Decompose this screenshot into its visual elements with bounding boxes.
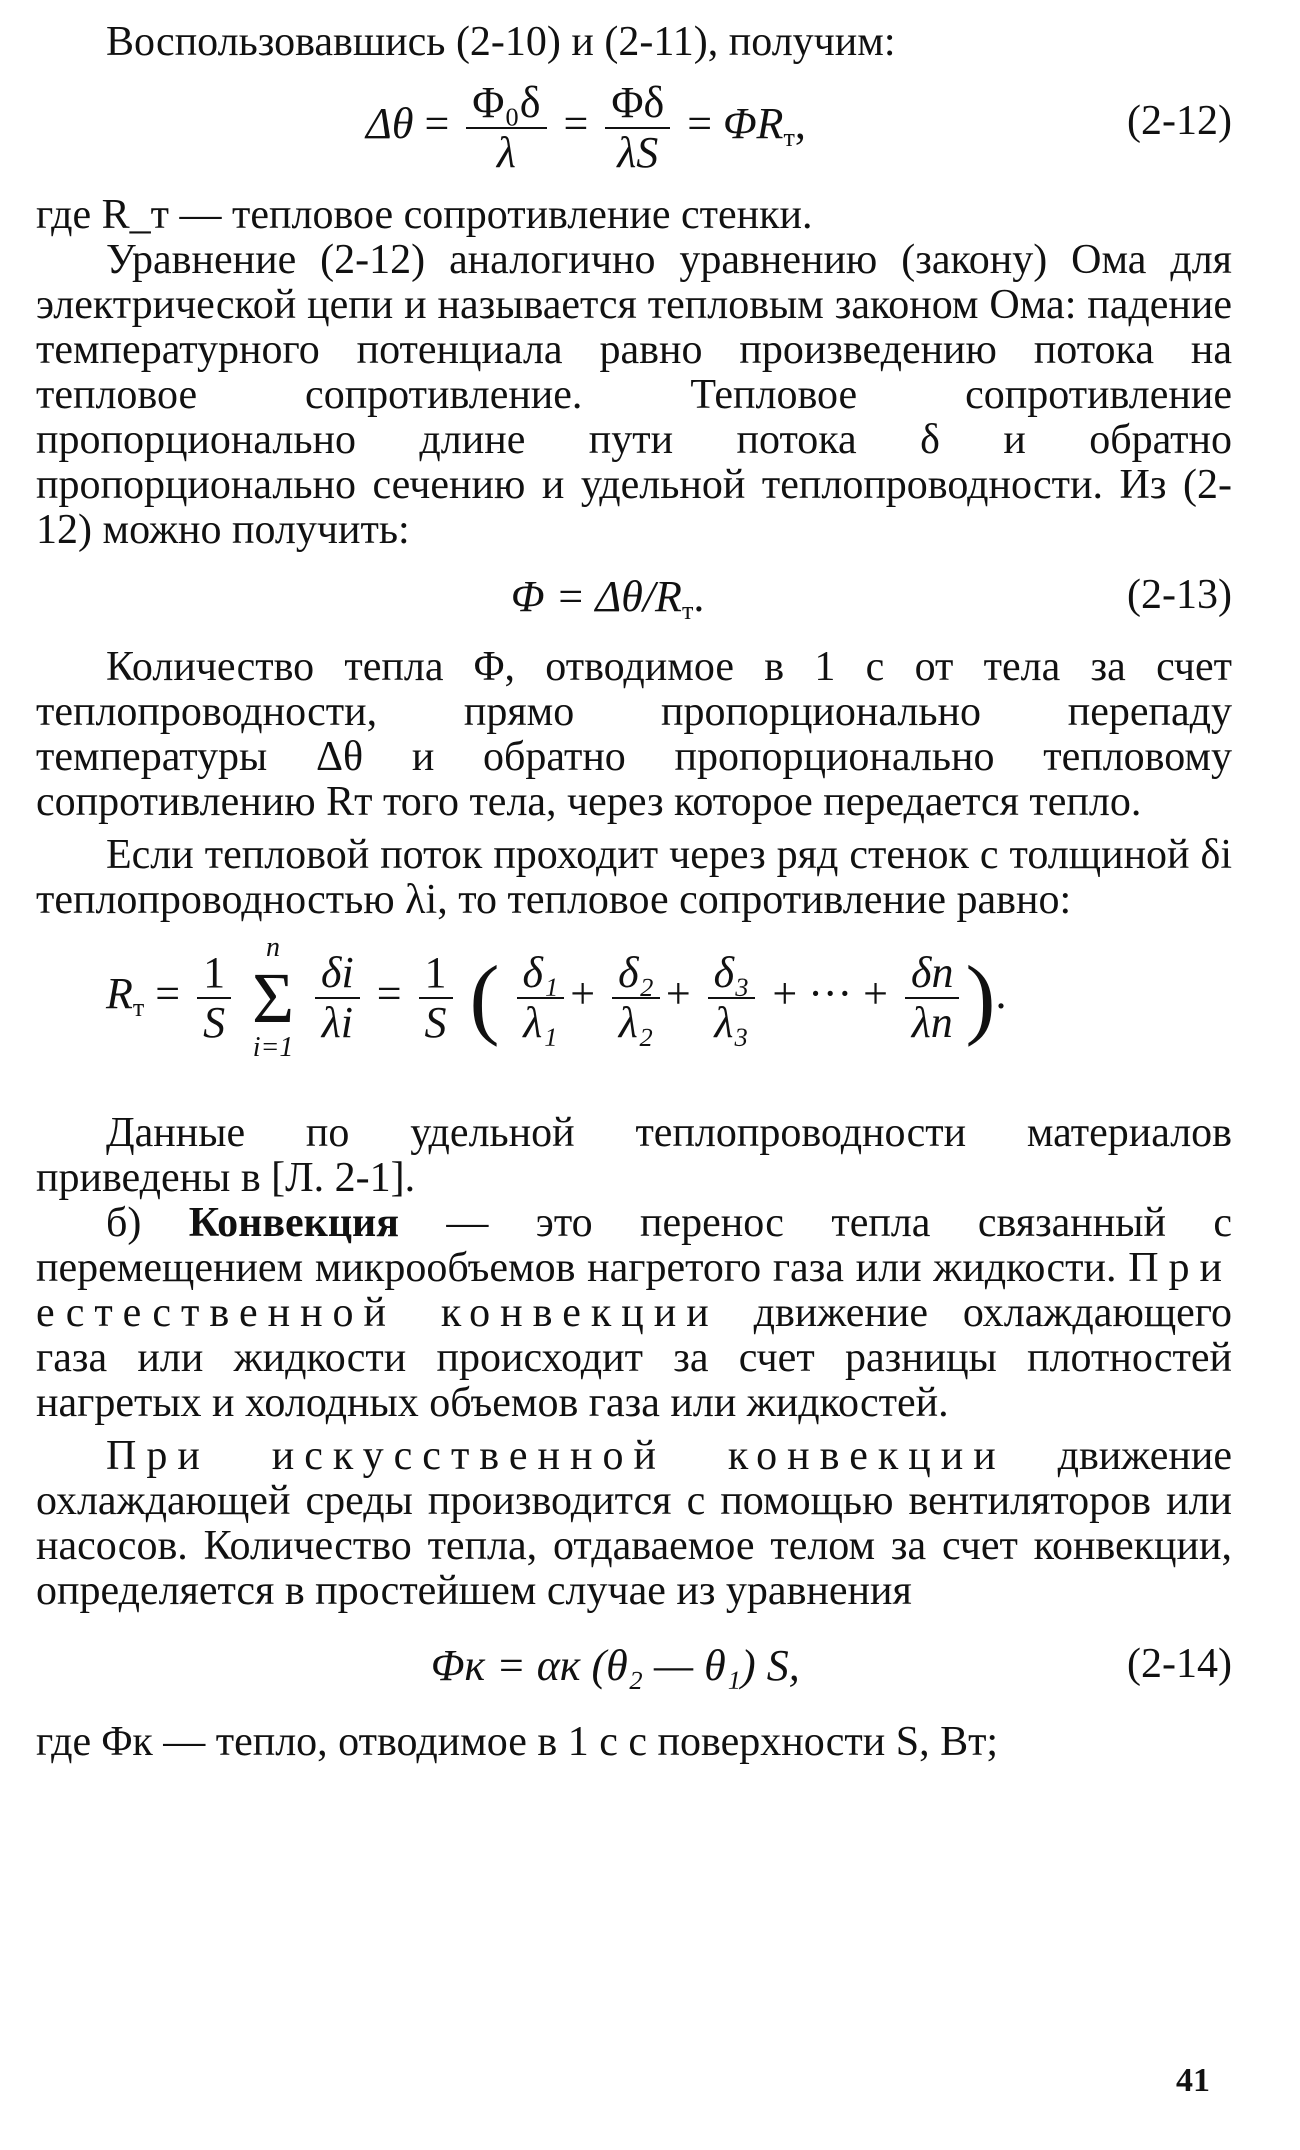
- sum-prefactor-2: [419, 949, 453, 1047]
- paragraph-ohm-law: Уравнение (2-12) аналогично уравнению (закону) Ома для электрической цепи и называется тепловым законом Ома: падение температурного потенциала равно произведению потока на тепловое сопротивление. Тепловое сопротивление пропорционально длине пути потока δ и обратно пропорционально сечению и удельной теплопроводности. Из (2-12) можно получить:: [36, 237, 1232, 553]
- term-n-num: δn: [905, 949, 959, 999]
- sum-prefactor-2-one: 1: [419, 949, 453, 999]
- paragraph-series-walls: Если тепловой поток проходит через ряд стенок с толщиной δi теплопроводностью λi, то тепловое сопротивление равно:: [36, 832, 1232, 923]
- intro-text: Воспользовавшись (2-10) и (2-11), получим:: [106, 19, 896, 65]
- fraction-2-numerator: Φδ: [605, 79, 670, 129]
- page-number: 41: [1176, 2062, 1210, 2099]
- equation-label-2-14: (2-14): [1127, 1641, 1232, 1687]
- sum-term-num: δi: [315, 949, 360, 999]
- eq-2-13-sub: т: [681, 596, 694, 625]
- forced-convection-text: движение охлаждающей среды производится с помощью вентиляторов или насосов. Количество тепла, отдаваемое телом за счет конвекции, определяется в простейшем случае из уравнения: [36, 1433, 1232, 1614]
- where-rt-text: где R_т — тепловое сопротивление стенки.: [36, 192, 813, 238]
- sum-prefactor-s: S: [203, 998, 226, 1047]
- convection-prefix: б): [106, 1200, 189, 1246]
- term-1-num: δ₁: [517, 949, 565, 999]
- fraction-2-denominator: λS: [617, 128, 659, 177]
- paragraph-convection: [36, 1201, 1232, 1426]
- sigma-sum: [252, 933, 294, 1063]
- eq-rhs-sub: т: [783, 123, 795, 153]
- sum-tail: .: [995, 969, 1007, 1019]
- eq-sign-2: =: [563, 99, 589, 149]
- right-paren: ): [965, 948, 996, 1048]
- fraction-2: [605, 79, 670, 177]
- sum-dots: + ··· +: [772, 969, 888, 1019]
- convection-definition: — это перенос тепла связанный с перемещением микрообъемов нагретого газа или жидкости.: [36, 1200, 1232, 1291]
- eq-2-13-body: Φ = Δθ/R: [511, 572, 682, 621]
- term-1-den: λ₁: [523, 998, 558, 1047]
- sum-lhs: R: [106, 969, 133, 1019]
- eq-tail: ,: [794, 99, 806, 149]
- term-3: [708, 949, 756, 1047]
- sum-lhs-sub: т: [132, 993, 145, 1023]
- term-2-num: δ₂: [612, 949, 660, 999]
- eq-sign-3: =: [687, 99, 713, 149]
- term-3-den: λ₃: [714, 998, 749, 1047]
- equation-2-13: [36, 571, 1232, 645]
- eq-delta-theta: Δθ: [366, 99, 414, 149]
- sum-upper-limit: n: [266, 932, 281, 963]
- forced-convection-term: При искусственной конвекции: [106, 1433, 1006, 1479]
- eq-rhs: ΦR: [723, 99, 784, 149]
- term-2: [612, 949, 660, 1047]
- fraction-1: [466, 79, 546, 177]
- equation-label-2-12: (2-12): [1127, 98, 1232, 144]
- sum-lower-limit: i=1: [252, 1032, 294, 1063]
- sigma-icon: Σ: [252, 958, 294, 1038]
- left-paren: (: [469, 948, 500, 1048]
- term-n-den: λn: [911, 998, 953, 1047]
- term-2-den: λ₂: [618, 998, 654, 1047]
- equation-2-12: [36, 73, 1232, 183]
- term-1: [517, 949, 565, 1047]
- equation-2-14: [36, 1640, 1232, 1720]
- sum-prefactor-2-s: S: [424, 998, 447, 1047]
- paragraph-forced-convection: [36, 1434, 1232, 1614]
- sum-eq-sign: =: [155, 969, 181, 1019]
- sum-term: [315, 949, 360, 1047]
- equation-label-2-13: (2-13): [1127, 572, 1232, 618]
- eq-sign: =: [424, 99, 450, 149]
- eq-2-14-body: Φк = αк (θ₂ — θ₁) S,: [431, 1641, 800, 1690]
- fraction-1-numerator: Φ₀δ: [466, 79, 546, 129]
- paragraph-heat-quantity: Количество тепла Φ, отводимое в 1 с от тела за счет теплопроводности, прямо пропорционально перепаду температуры Δθ и обратно пропорционально тепловому сопротивлению Rт того тела, через которое передается тепло.: [36, 644, 1232, 825]
- equation-thermal-resistance-sum: $R_т$ = $\frac{1}{S}$ n Σ i=1 $\frac{\delta i}{\lambda i}$ = $\frac{1}{S}$ ( $\frac{\text{δ₁}}{\text{λ₁}}$ + $\frac{\text{δ₂}}{\text{λ₂}}$ + $\frac{\text{δ₃}}{\text{λ₃}}$ + ··· + $\frac{\delta n}{\lambda n}$ ).: [106, 932, 1007, 1063]
- fraction-1-denominator: λ: [496, 128, 516, 177]
- document-page: [36, 20, 1232, 2130]
- paragraph-data-reference: Данные по удельной теплопроводности материалов приведены в [Л. 2-1].: [36, 1110, 1232, 1201]
- natural-convection-text: движение охлаждающего газа или жидкости происходит за счет разницы плотностей нагретых и холодных объемов газа или жидкостей.: [36, 1290, 1232, 1426]
- where-phik-text: где Φк — тепло, отводимое в 1 с с поверхности S, Вт;: [36, 1719, 999, 1765]
- sum-eq-sign-2: =: [376, 969, 402, 1019]
- term-3-num: δ₃: [708, 949, 756, 999]
- eq-2-13-tail: .: [693, 572, 705, 621]
- term-n: [905, 949, 959, 1047]
- sum-prefactor-one: 1: [197, 949, 231, 999]
- sum-prefactor: [197, 949, 231, 1047]
- convection-term: Конвекция: [188, 1200, 399, 1246]
- natural-convection-term: При естественной конвекции: [36, 1245, 1233, 1336]
- sum-term-den: λi: [321, 998, 353, 1047]
